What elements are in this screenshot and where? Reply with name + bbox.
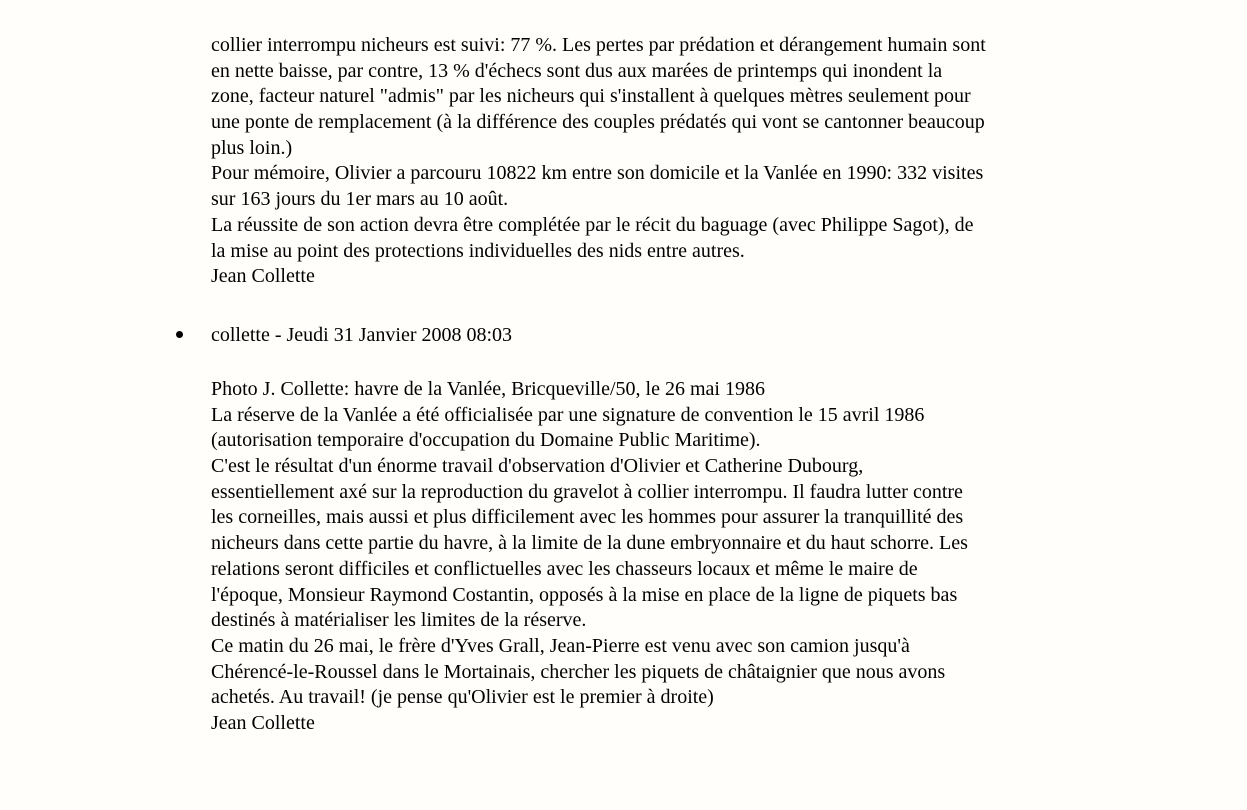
text-line: relations seront difficiles et conflictuelles avec les chasseurs locaux et même le maire de xyxy=(211,557,918,580)
text-line: Pour mémoire, Olivier a parcouru 10822 km entre son domicile et la Vanlée en 1990: 332 visites xyxy=(211,162,984,185)
previous-comment-body xyxy=(211,33,986,290)
text-line: La réserve de la Vanlée a été officialisée par une signature de convention le 15 avril 1986 xyxy=(211,403,925,426)
text-line: Chérencé-le-Roussel dans le Mortainais, chercher les piquets de châtaignier que nous avons xyxy=(211,660,946,683)
text-line: (autorisation temporaire d'occupation du Domaine Public Maritime). xyxy=(211,429,761,452)
text-line: plus loin.) xyxy=(211,136,293,159)
comment-header: collette - Jeudi 31 Janvier 2008 08:03 xyxy=(211,324,513,346)
bullet-icon xyxy=(176,331,183,338)
text-line: La réussite de son action devra être complétée par le récit du baguage (avec Philippe Sagot), de xyxy=(211,213,974,236)
text-line: essentiellement axé sur la reproduction du gravelot à collier interrompu. Il faudra lutter contre xyxy=(211,480,963,503)
text-line: l'époque, Monsieur Raymond Costantin, opposés à la mise en place de la ligne de piquets bas xyxy=(211,583,958,606)
text-line: collier interrompu nicheurs est suivi: 77 %. Les pertes par prédation et dérangement humain sont xyxy=(211,34,986,56)
text-line: destinés à matérialiser les limites de la réserve. xyxy=(211,609,587,632)
text-line: achetés. Au travail! (je pense qu'Olivier est le premier à droite) xyxy=(211,686,714,709)
text-line: une ponte de remplacement (à la différence des couples prédatés qui vont se cantonner beaucoup xyxy=(211,111,985,134)
text-line: sur 163 jours du 1er mars au 10 août. xyxy=(211,188,509,211)
text-line: nicheurs dans cette partie du havre, à la limite de la dune embryonnaire et du haut schorre. Les xyxy=(211,532,968,555)
text-line: zone, facteur naturel "admis" par les nicheurs qui s'installent à quelques mètres seulement pour xyxy=(211,85,971,108)
comment-signature: Jean Collette xyxy=(211,265,315,288)
text-line: les corneilles, mais aussi et plus difficilement avec les hommes pour assurer la tranquillité des xyxy=(211,506,964,529)
text-line: la mise au point des protections individuelles des nids entre autres. xyxy=(211,239,745,262)
comment-signature: Jean Collette xyxy=(211,711,315,734)
text-line: C'est le résultat d'un énorme travail d'observation d'Olivier et Catherine Dubourg, xyxy=(211,455,864,478)
text-line: Ce matin du 26 mai, le frère d'Yves Grall, Jean-Pierre est venu avec son camion jusqu'à xyxy=(211,634,910,657)
text-line: en nette baisse, par contre, 13 % d'échecs sont dus aux marées de printemps qui inondent la xyxy=(211,59,943,82)
text-line: Photo J. Collette: havre de la Vanlée, Bricqueville/50, le 26 mai 1986 xyxy=(211,378,765,400)
comment-body xyxy=(211,377,968,737)
